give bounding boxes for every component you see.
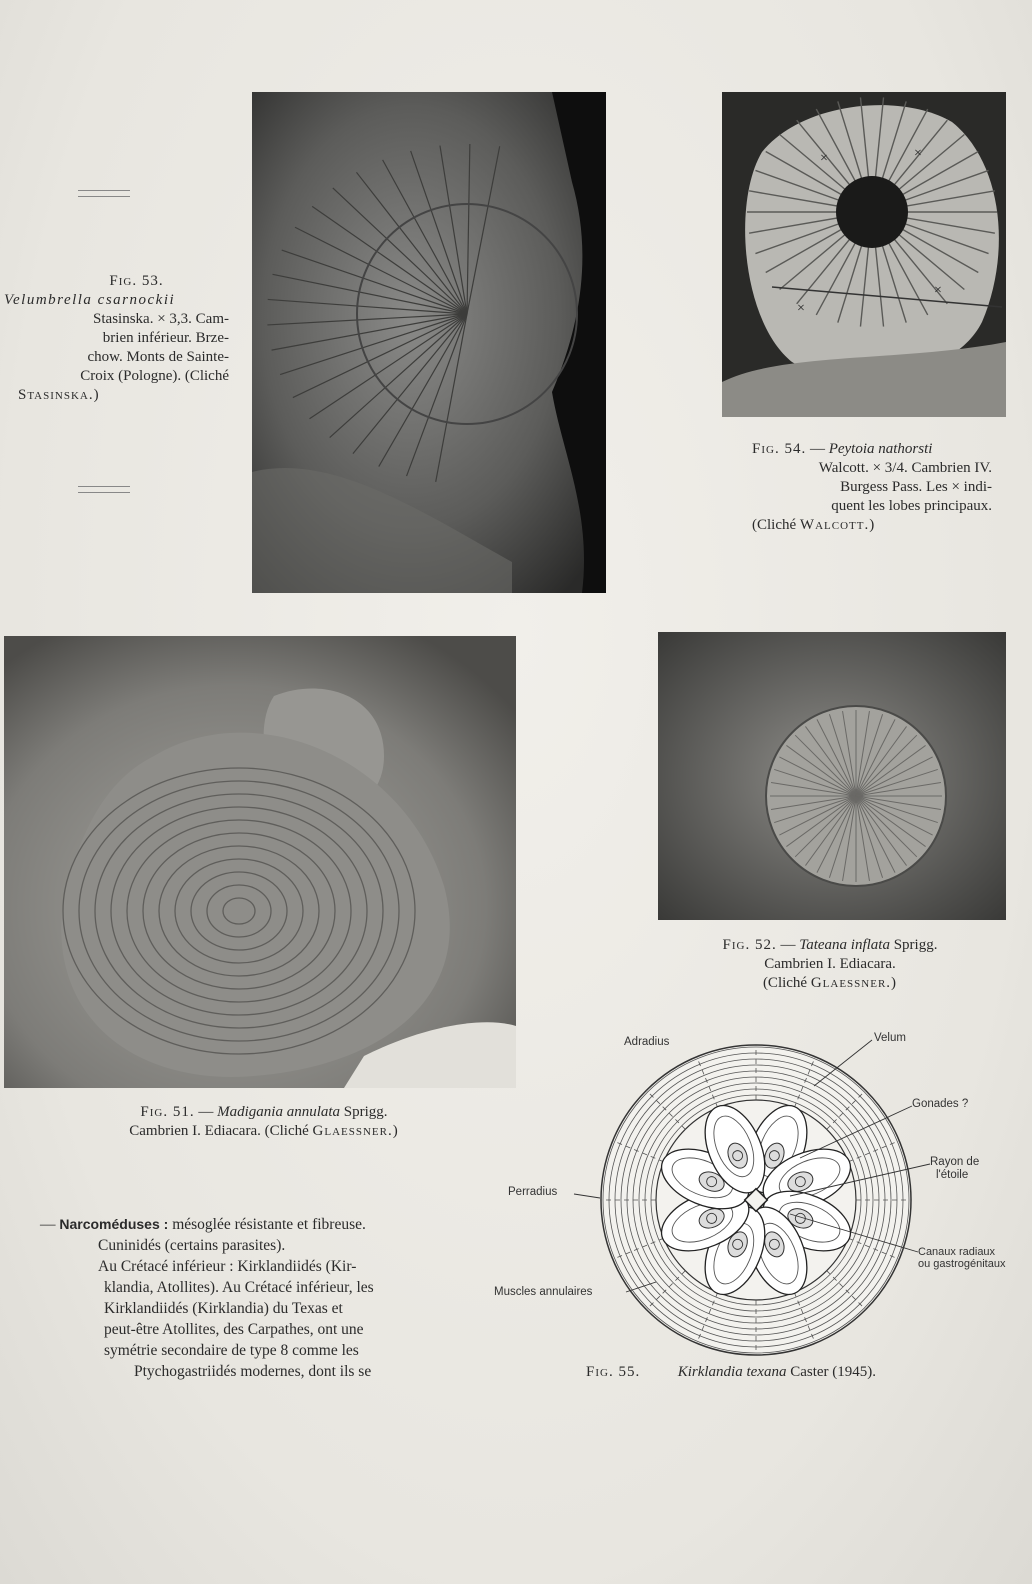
fig54-line: Walcott. × 3/4. Cambrien IV. — [818, 460, 992, 476]
fig52-photo — [658, 632, 1006, 920]
body-line: Cuninidés (certains parasites). — [98, 1237, 286, 1254]
svg-text:×: × — [934, 283, 942, 298]
svg-text:×: × — [914, 146, 922, 161]
fig54-number: Fig. 54. — [752, 441, 807, 457]
fig55-number: Fig. 55. — [586, 1364, 641, 1380]
label-rayon: Rayon de — [930, 1156, 980, 1168]
fig53-line: brien inférieur. Brze- — [102, 330, 229, 346]
fig54-caption: Fig. 54. — Peytoia nathorsti Walcott. × 3/4. Cambrien IV. Burgess Pass. Les × indi- quent les lobes principaux. (Cliché Walcott.) — [752, 441, 992, 533]
label-etoile: l'étoile — [936, 1169, 969, 1181]
body-heading-rest: mésoglée résistante et fibreuse. — [172, 1216, 366, 1233]
fig54-credit: Walcott.) — [799, 517, 876, 533]
body-line: peut-être Atollites, des Carpathes, ont une — [104, 1321, 364, 1338]
fig51-caption: Fig. 51. — Madigania annulata Sprigg. Cambrien I. Ediacara. (Cliché Glaessner.) — [129, 1104, 399, 1139]
body-line: Au Crétacé inférieur : Kirklandiidés (Kir- — [98, 1258, 357, 1275]
svg-text:×: × — [797, 301, 805, 316]
label-gastro: ou gastrogénitaux — [918, 1258, 1006, 1270]
fig51-number: Fig. 51. — [140, 1104, 195, 1120]
body-line: Kirklandiidés (Kirklandia) du Texas et — [104, 1300, 343, 1317]
fig51-credit: Glaessner.) — [312, 1123, 399, 1139]
label-velum: Velum — [874, 1032, 906, 1044]
fig53-credit: Stasinska.) — [18, 387, 100, 403]
fig51-author: Sprigg. — [343, 1104, 388, 1120]
svg-text:×: × — [820, 151, 828, 166]
label-canaux: Canaux radiaux — [918, 1246, 996, 1258]
divider — [78, 190, 130, 197]
fig52-number: Fig. 52. — [722, 937, 777, 953]
fig54-species: Peytoia nathorsti — [828, 441, 933, 457]
fig54-line: quent les lobes principaux. — [831, 498, 992, 514]
fig52-credit-prefix: (Cliché — [762, 975, 808, 991]
fig53-number: Fig. 53. — [109, 273, 164, 289]
fig53-species: Velumbrella csarnockii — [4, 292, 176, 308]
fig52-credit: Glaessner.) — [810, 975, 898, 991]
fig51-species: Madigania annulata — [217, 1104, 341, 1120]
fig51-photo — [4, 636, 516, 1088]
fig52-caption: Fig. 52. — Tateana inflata Sprigg. Cambrien I. Ediacara. (Cliché Glaessner.) — [680, 936, 980, 993]
fig54-photo — [722, 92, 1006, 417]
fig55-species: Kirklandia texana — [677, 1364, 787, 1380]
fig52-species: Tateana inflata — [799, 937, 890, 953]
fig55-author: Caster (1945). — [790, 1364, 877, 1380]
fig54-line: Burgess Pass. Les × indi- — [840, 479, 992, 495]
label-gonades: Gonades ? — [912, 1098, 969, 1110]
fig53-line: Stasinska. × 3,3. Cam- — [93, 311, 229, 327]
fig51-line: Cambrien I. Ediacara. (Cliché — [129, 1123, 309, 1139]
fig55-caption — [586, 1363, 966, 1382]
fig54-credit-prefix: (Cliché — [752, 517, 797, 533]
fig53-caption — [4, 272, 229, 405]
body-text: — Narcoméduses : mésoglée résistante et fibreuse. Cuninidés (certains parasites). Au Crétacé inférieur : Kirklandiidés (Kir- klandia, Atollites). Au Crétacé inférieur, les Kirklandiidés (Kirklandia) du Texas et peut-être Atollites, des Carpathes, ont une symétrie secondaire de type 8 comme les Ptychogastriidés modernes, dont ils se — [40, 1214, 480, 1382]
divider — [78, 486, 130, 493]
fig52-author: Sprigg. — [893, 937, 938, 953]
label-adradius: Adradius — [624, 1036, 670, 1048]
body-line: symétrie secondaire de type 8 comme les — [104, 1342, 359, 1359]
body-line: klandia, Atollites). Au Crétacé inférieur, les — [104, 1279, 374, 1296]
body-line: Ptychogastriidés modernes, dont ils se — [134, 1363, 372, 1380]
label-muscles: Muscles annulaires — [494, 1286, 593, 1298]
fig53-line: Croix (Pologne). (Cliché — [80, 368, 229, 384]
label-perradius: Perradius — [508, 1186, 558, 1198]
fig55-diagram — [596, 1040, 916, 1360]
fig52-line: Cambrien I. Ediacara. — [764, 956, 896, 972]
fig53-photo — [252, 92, 606, 593]
fig53-line: chow. Monts de Sainte- — [87, 349, 229, 365]
body-heading: Narcoméduses : — [59, 1216, 169, 1232]
